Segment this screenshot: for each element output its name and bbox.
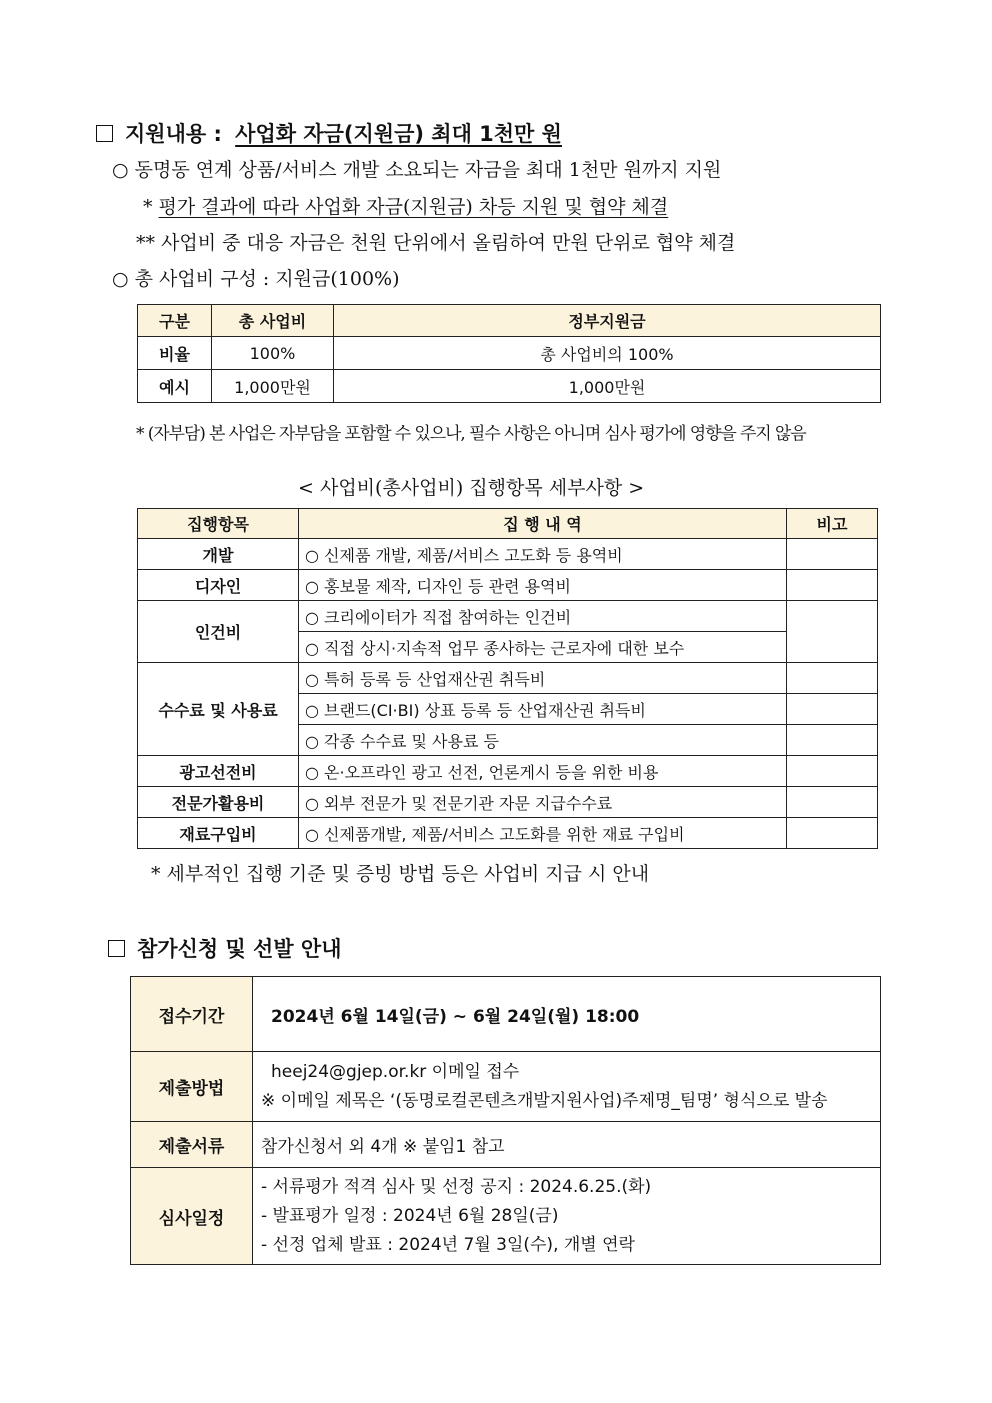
row-label-documents: 제출서류 — [131, 1122, 253, 1168]
note-differential-support: * 평가 결과에 따라 사업화 자금(지원금) 차등 지원 및 협약 체결 — [143, 196, 669, 218]
section-title-support: 지원내용 : 사업화 자금(지원금) 최대 1천만 원 — [96, 118, 562, 148]
table-row: ○ 각종 수수료 및 사용료 등 — [138, 725, 878, 756]
table-row: 전문가활용비 ○ 외부 전문가 및 전문기관 자문 지급수수료 — [138, 787, 878, 818]
table-row: 수수료 및 사용료 ○ 특허 등록 등 산업재산권 취득비 — [138, 663, 878, 694]
support-amount-heading: 사업화 자금(지원금) 최대 1천만 원 — [235, 122, 562, 146]
row-label-method: 제출방법 — [131, 1052, 253, 1122]
table-header: 총 사업비 — [212, 305, 334, 337]
row-label-schedule: 심사일정 — [131, 1168, 253, 1265]
table-row — [131, 1122, 881, 1168]
checkbox-square-icon — [96, 125, 113, 142]
table-header: 정부지원금 — [334, 305, 881, 337]
table-header: 집 행 내 역 — [299, 509, 787, 539]
note-self-payment: * (자부담) 본 사업은 자부담을 포함할 수 있으나, 필수 사항은 아니며 심사 평가에 영향을 주지 않음 — [136, 424, 806, 444]
table-row — [131, 1168, 881, 1265]
schedule-announcement: - 선정 업체 발표 : 2024년 7월 3일(수), 개별 연락 — [261, 1234, 635, 1255]
table-row: 비율 100% 총 사업비의 100% — [138, 337, 881, 370]
table-row: 디자인 ○ 홍보물 제작, 디자인 등 관련 용역비 — [138, 570, 878, 601]
table-row: 예시 1,000만원 1,000만원 — [138, 370, 881, 403]
table-row: 개발 ○ 신제품 개발, 제품/서비스 고도화 등 용역비 — [138, 539, 878, 570]
table-row: 광고선전비 ○ 온·오프라인 광고 선전, 언론게시 등을 위한 비용 — [138, 756, 878, 787]
table-row: ○ 직접 상시·지속적 업무 종사하는 근로자에 대한 보수 — [138, 632, 878, 663]
bullet-support-scope: ○ 동명동 연계 상품/서비스 개발 소요되는 자금을 최대 1천만 원까지 지원 — [112, 159, 722, 181]
note-execution-guide: * 세부적인 집행 기준 및 증빙 방법 등은 사업비 지급 시 안내 — [151, 863, 650, 885]
table-row: ○ 브랜드(CI·BI) 상표 등록 등 산업재산권 취득비 — [138, 694, 878, 725]
table-row — [131, 1052, 881, 1122]
application-period: 2024년 6월 14일(금) ~ 6월 24일(월) 18:00 — [253, 977, 881, 1052]
schedule-presentation: - 발표평가 일정 : 2024년 6월 28일(금) — [261, 1205, 559, 1226]
table-row: 인건비 ○ 크리에이터가 직접 참여하는 인건비 — [138, 601, 878, 632]
email-subject-format: ※ 이메일 제목은 ‘(동명로컬콘텐츠개발지원사업)주제명_팀명’ 형식으로 발송 — [261, 1090, 828, 1111]
schedule-document-review: - 서류평가 적격 심사 및 선정 공지 : 2024.6.25.(화) — [261, 1176, 652, 1197]
expense-table — [137, 508, 878, 849]
bullet-budget-composition: ○ 총 사업비 구성 : 지원금(100%) — [112, 268, 400, 290]
section-title-application: 참가신청 및 선발 안내 — [108, 933, 342, 963]
note-matching-fund: ** 사업비 중 대응 자금은 천원 단위에서 올림하여 만원 단위로 협약 체결 — [136, 232, 736, 254]
table-header: 구분 — [138, 305, 212, 337]
budget-table — [137, 304, 881, 403]
expense-table-caption: < 사업비(총사업비) 집행항목 세부사항 > — [298, 477, 645, 499]
row-label-period: 접수기간 — [131, 977, 253, 1052]
checkbox-square-icon — [108, 940, 125, 957]
application-info-table — [130, 976, 881, 1265]
table-header: 비고 — [787, 509, 878, 539]
table-row: 재료구입비 ○ 신제품개발, 제품/서비스 고도화를 위한 재료 구입비 — [138, 818, 878, 849]
table-row — [131, 977, 881, 1052]
table-header: 집행항목 — [138, 509, 299, 539]
required-documents: 참가신청서 외 4개 ※ 붙임1 참고 — [253, 1122, 881, 1168]
submission-email: heej24@gjep.or.kr 이메일 접수 — [271, 1061, 520, 1082]
